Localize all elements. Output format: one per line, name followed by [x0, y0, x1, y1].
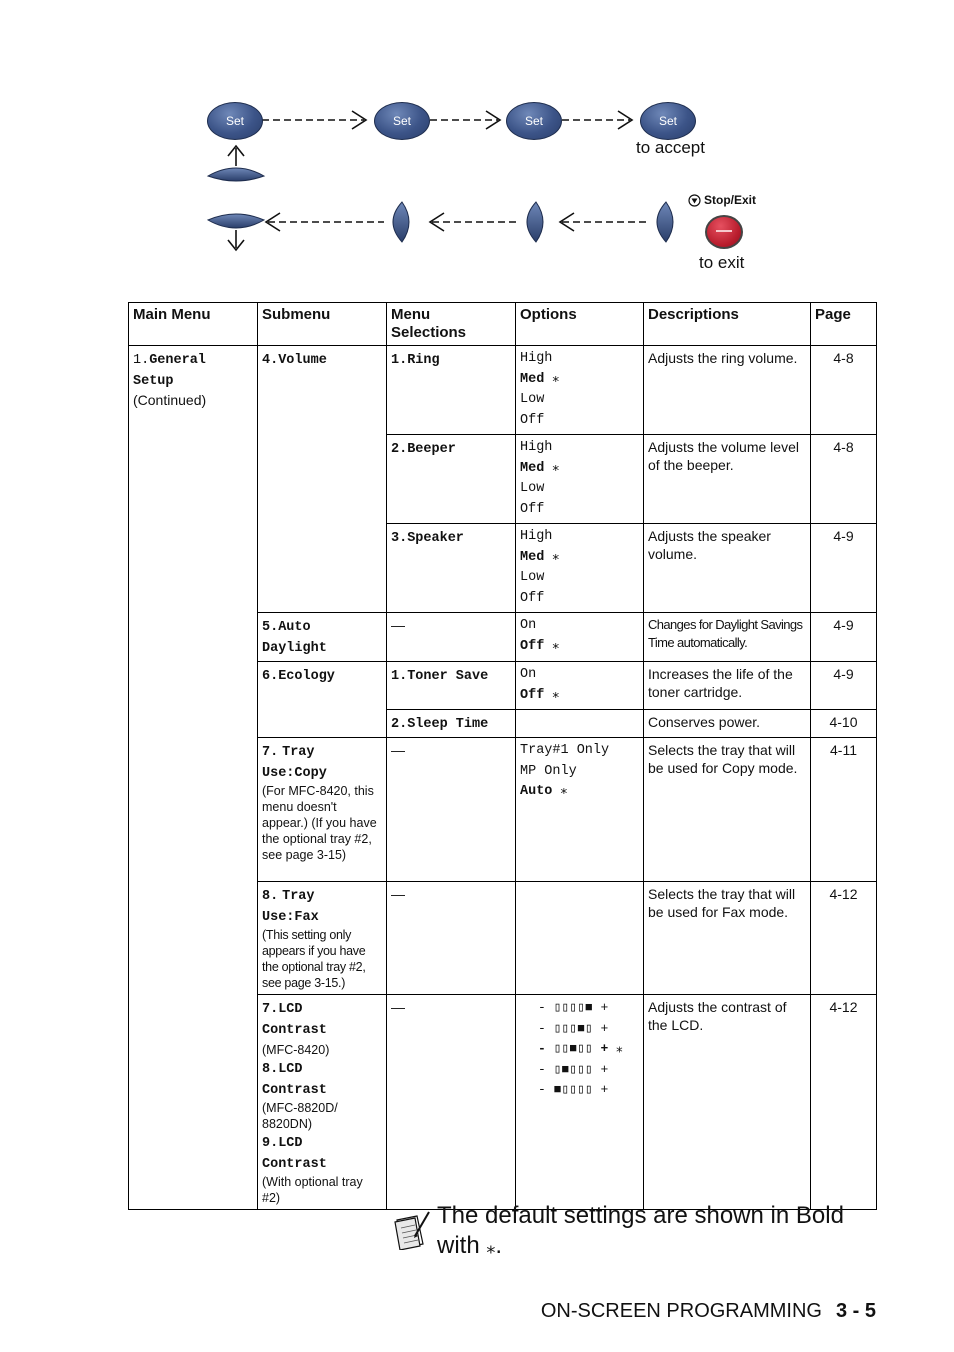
desc-tray-fax: Selects the tray that will be used for Fax mode.: [644, 882, 811, 995]
menu-sel-ring: 1.Ring: [387, 346, 516, 435]
left-key-icon: [527, 202, 543, 242]
submenu-auto-daylight: 5.Auto Daylight: [258, 613, 387, 662]
page-speaker: 4-9: [811, 524, 877, 613]
note-pad-icon: [393, 1210, 431, 1250]
desc-lcd: Adjusts the contrast of the LCD.: [644, 995, 811, 1210]
menu-sel-tray-copy: —: [387, 738, 516, 882]
desc-speaker: Adjusts the speaker volume.: [644, 524, 811, 613]
default-mark: ⁎: [560, 784, 568, 799]
default-mark: ⁎: [552, 687, 560, 703]
default-mark: ⁎: [552, 549, 560, 565]
desc-beeper: Adjusts the volume level of the beeper.: [644, 435, 811, 524]
page-number: 3 - 5: [835, 1300, 876, 1322]
options-beeper: High Med ⁎ Low Off: [516, 435, 644, 524]
set-button: [506, 102, 562, 140]
page-lcd: 4-12: [811, 995, 877, 1210]
section-title: ON-SCREEN PROGRAMMING: [540, 1300, 822, 1322]
table-row: [129, 346, 877, 435]
desc-tray-copy: Selects the tray that will be used for Copy mode.: [644, 738, 811, 882]
header-menu-selections: Menu Selections: [387, 303, 516, 346]
set-button: [640, 102, 696, 140]
lcd-level: - ■▯▯▯▯ +: [538, 1082, 609, 1097]
header-page: Page: [811, 303, 877, 346]
header-submenu: Submenu: [258, 303, 387, 346]
set-button: [374, 102, 430, 140]
desc-ring: Adjusts the ring volume.: [644, 346, 811, 435]
page-sleep-time: 4-10: [811, 710, 877, 738]
menu-sel-toner-save: 1.Toner Save: [387, 662, 516, 710]
left-key-icon: [393, 202, 409, 242]
page-toner-save: 4-9: [811, 662, 877, 710]
submenu-ecology: 6.Ecology: [258, 662, 387, 738]
stop-exit-label: Stop/Exit: [704, 193, 757, 207]
submenu-volume: 4.Volume: [258, 346, 387, 613]
menu-table: [128, 302, 877, 1210]
desc-daylight: Changes for Daylight Savings Time automatically.: [644, 613, 811, 662]
options-daylight: On Off ⁎: [516, 613, 644, 662]
options-tray-fax: [516, 882, 644, 995]
default-mark: ⁎: [552, 638, 560, 654]
page-ring: 4-8: [811, 346, 877, 435]
default-settings-note: The default settings are shown in Bold with ⁎.: [437, 1202, 844, 1259]
desc-sleep-time: Conserves power.: [644, 710, 811, 738]
options-toner-save: On Off ⁎: [516, 662, 644, 710]
left-key-icon: [657, 202, 673, 242]
stop-exit-caption: [688, 193, 756, 207]
default-mark: ⁎: [552, 460, 560, 476]
options-sleep-time: [516, 710, 644, 738]
page-footer: [541, 1300, 876, 1323]
menu-sel-beeper: 2.Beeper: [387, 435, 516, 524]
lcd-level: - ▯▯■▯▯ + ⁎: [538, 1041, 623, 1056]
header-main-menu: Main Menu: [129, 303, 258, 346]
desc-toner-save: Increases the life of the toner cartridge.: [644, 662, 811, 710]
menu-sel-sleep-time: 2.Sleep Time: [387, 710, 516, 738]
header-options: Options: [516, 303, 644, 346]
options-lcd: [516, 995, 644, 1210]
menu-sel-lcd: —: [387, 995, 516, 1210]
default-mark: ⁎: [616, 1041, 623, 1056]
set-button: [207, 102, 263, 140]
table-header-row: [129, 303, 877, 346]
diagram-arrows: [0, 0, 954, 290]
main-menu-cell: 1.General Setup (Continued): [129, 346, 258, 1210]
navigation-diagram: [0, 0, 954, 290]
lcd-level: - ▯▯▯▯■ +: [538, 1000, 609, 1015]
menu-sel-daylight: —: [387, 613, 516, 662]
default-mark: ⁎: [486, 1237, 496, 1257]
menu-sel-speaker: 3.Speaker: [387, 524, 516, 613]
header-descriptions: Descriptions: [644, 303, 811, 346]
submenu-tray-fax: 8. Tray Use:Fax (This setting only appears if you have the optional tray #2, see page 3-15.): [258, 882, 387, 995]
stop-icon: [688, 194, 701, 207]
set-label: Set: [524, 114, 543, 128]
options-ring: High Med ⁎ Low Off: [516, 346, 644, 435]
submenu-tray-copy: 7. Tray Use:Copy (For MFC-8420, this menu doesn't appear.) (If you have the optional tray #2, see page 3-15): [258, 738, 387, 882]
set-label: Set: [392, 114, 411, 128]
page-tray-fax: 4-12: [811, 882, 877, 995]
menu-sel-tray-fax: —: [387, 882, 516, 995]
set-label: Set: [225, 114, 244, 128]
default-mark: ⁎: [552, 371, 560, 387]
up-key-icon: [208, 146, 264, 181]
down-key-icon: [208, 214, 264, 250]
options-speaker: High Med ⁎ Low Off: [516, 524, 644, 613]
forward-arrows: [262, 111, 632, 129]
options-tray-copy: Tray#1 Only MP Only Auto ⁎: [516, 738, 644, 882]
page-tray-copy: 4-11: [811, 738, 877, 882]
page-beeper: 4-8: [811, 435, 877, 524]
page-daylight: 4-9: [811, 613, 877, 662]
exit-caption: to exit: [699, 253, 745, 272]
accept-caption: to accept: [636, 138, 705, 157]
lcd-level: - ▯■▯▯▯ +: [538, 1061, 609, 1077]
lcd-level: - ▯▯▯■▯ +: [538, 1020, 609, 1036]
submenu-lcd-contrast: 7.LCD Contrast (MFC-8420) 8.LCD Contrast (MFC-8820D/ 8820DN) 9.LCD Contrast (With optional tray #2): [258, 995, 387, 1210]
set-label: Set: [658, 114, 677, 128]
stop-exit-button: [705, 215, 743, 249]
back-arrows: [266, 213, 650, 231]
